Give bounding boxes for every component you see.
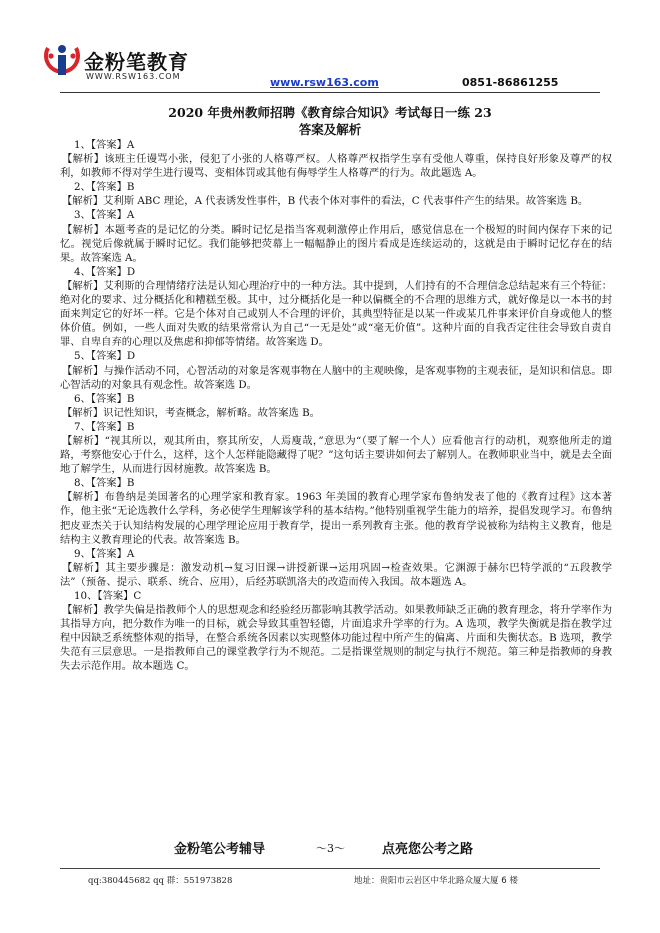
- header-divider: [60, 92, 600, 93]
- explanation-7: 【解析】“视其所以，观其所由，察其所安，人焉廋哉，”意思为“（要了解一个人）应看他言行的动机，观察他所走的道路，考察他安心于什么，这样，这个人怎样能隐藏得了呢？”这句话主要讲如何去了解别人。在教师职业当中，就是去全面地了解学生，从而进行因材施教。故答案选 B。: [60, 434, 612, 476]
- phone-number: 0851-86861255: [462, 76, 559, 89]
- explanation-1: 【解析】该班主任谩骂小张，侵犯了小张的人格尊严权。人格尊严权指学生享有受他人尊重，保持良好形象及尊严的权利，如教师不得对学生进行谩骂、变相体罚或其他有侮辱学生人格尊严的行为。故此题选 A。: [60, 153, 612, 180]
- brand-url: WWW.RSW163.COM: [86, 72, 181, 81]
- brand-name: 金粉笔教育: [84, 50, 189, 74]
- footer-brand: 金粉笔公考辅导: [174, 842, 266, 857]
- explanation-8: 【解析】布鲁纳是美国著名的心理学家和教育家。1963 年美国的教育心理学家布鲁纳发表了他的《教育过程》这本著作，他主张“无论选教什么学科，务必使学生理解该学科的基本结构。”他特别重视学生能力的培养，提倡发现学习。布鲁纳把皮亚杰关于认知结构发展的心理学理论应用于教育学，提出一系列教育主张。他的教育学说被称为结构主义教育，他是结构主义教育理论的代表。故答案选 B。: [60, 491, 612, 546]
- page-number: ～3～: [316, 842, 345, 855]
- answer-6: 6、【答案】B: [74, 392, 135, 405]
- footer-slogan: 点亮您公考之路: [382, 842, 474, 857]
- page-footer: [0, 830, 660, 933]
- explanation-3: 【解析】本题考查的是记忆的分类。瞬时记忆是指当客观刺激停止作用后，感觉信息在一个极短的时间内保存下来的记忆。视觉后像就属于瞬时记忆。我们能够把荧幕上一幅幅静止的图片看成是连续运动的，这就是由于瞬时记忆存在的结果。故答案选 A。: [60, 223, 612, 264]
- page-title: [0, 104, 660, 138]
- jinfenbi-logo-icon: [44, 42, 80, 82]
- answer-list: [60, 138, 612, 674]
- footer-address: 地址：贵阳市云岩区中华北路众厦大厦 6 楼: [354, 876, 518, 886]
- footer-divider: [60, 868, 600, 869]
- answer-3: 3、【答案】A: [74, 209, 135, 222]
- explanation-6: 【解析】识记性知识，考查概念，解析略。故答案选 B。: [62, 406, 320, 419]
- answer-4: 4、【答案】D: [74, 265, 136, 278]
- explanation-4: 【解析】艾利斯的合理情绪疗法是认知心理治疗中的一种方法。其中提到，人们持有的不合理信念总结起来有三个特征：绝对化的要求、过分概括化和糟糕至极。其中，过分概括化是一种以偏概全的不合理的思维方式，就好像是以一本书的封面来判定它的好坏一样。它是个体对自己或别人不合理的评价，其典型特征是以某一件或某几件事来评价自身或他人的整体价值。例如，一些人面对失败的结果常常认为自己“一无是处”或“毫无价值”。这种片面的自我否定往往会导致自责自罪、自卑自弃的心理以及焦虑和抑郁等情绪。故答案选 D。: [60, 279, 612, 349]
- explanation-10: 【解析】教学失偏是指教师个人的思想观念和经验经历都影响其教学活动。如果教师缺乏正确的教育理念，将升学率作为其指导方向，把分数作为唯一的目标，就会导致其重智轻德，片面追求升学率的行为。A 选项，教学失衡就是指在教学过程中因缺乏系统整体观的指导，在整合系统各因素以实现整体功能过程中所产生的偏离、片面和失衡状态。B 选项，教学失范有三层意思。一是指教师自己的课堂教学行为不规范。二是指课堂规则的制定与执行不规范。第三种是指教师的身教失去示范作用。故本题选 C。: [60, 604, 612, 673]
- answer-2: 2、【答案】B: [74, 181, 135, 194]
- title-line-1: 2020 年贵州教师招聘《教育综合知识》考试每日一练 23: [168, 105, 492, 120]
- title-line-2: 答案及解析: [298, 122, 362, 137]
- explanation-5: 【解析】与操作活动不同，心智活动的对象是客观事物在人脑中的主观映像，是客观事物的主观表征，是知识和信息。即心智活动的对象具有观念性。故答案选 D。: [60, 364, 612, 391]
- page-header: [0, 0, 660, 92]
- explanation-9: 【解析】其主要步骤是：激发动机→复习旧课→讲授新课→运用巩固→检查效果。它渊源于赫尔巴特学派的“五段教学法”（预备、提示、联系、统合、应用），后经苏联凯洛夫的改造而传入我国。故本题选 A。: [60, 561, 612, 588]
- answer-10: 10、【答案】C: [74, 590, 142, 602]
- explanation-2: 【解析】艾利斯 ABC 理论，A 代表诱发性事件，B 代表个体对事件的看法，C 代表事件产生的结果。故答案选 B。: [62, 195, 589, 208]
- answer-7: 7、【答案】B: [74, 420, 135, 433]
- answer-8: 8、【答案】B: [74, 477, 135, 490]
- site-link[interactable]: www.rsw163.com: [270, 76, 379, 89]
- answer-5: 5、【答案】D: [74, 350, 136, 363]
- answer-9: 9、【答案】A: [74, 547, 135, 560]
- footer-qq: qq:380445682 qq 群：551973828: [88, 876, 233, 886]
- answer-1: 1、【答案】A: [74, 139, 135, 151]
